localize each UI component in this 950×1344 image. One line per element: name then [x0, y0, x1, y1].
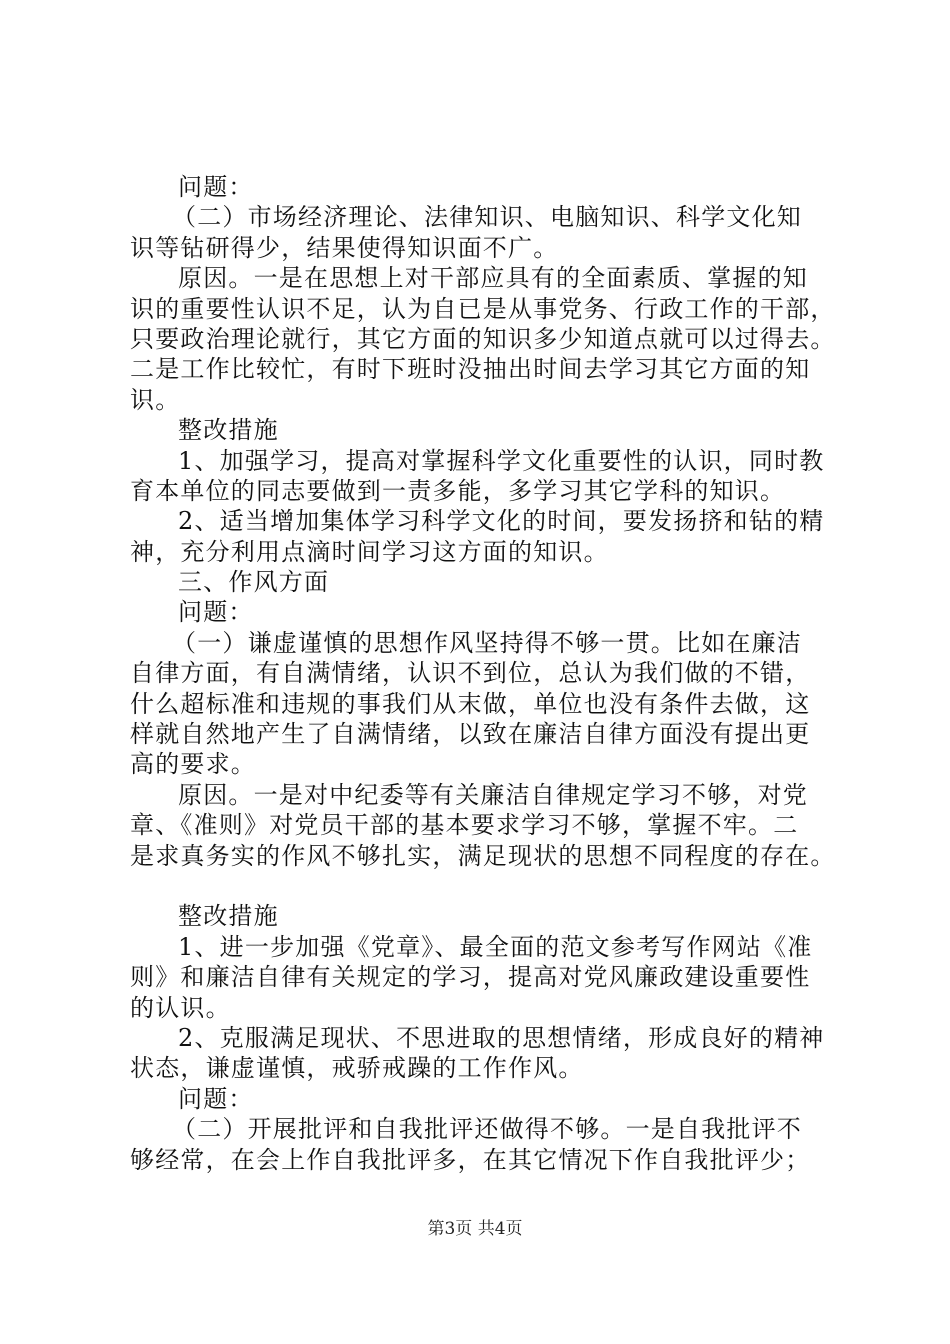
text-line: 则》和廉洁自律有关规定的学习，提高对党风廉政建设重要性: [130, 963, 811, 992]
text-line: 样就自然地产生了自满情绪，以致在廉洁自律方面没有提出更: [130, 720, 811, 749]
text-line: 够经常，在会上作自我批评多，在其它情况下作自我批评少；: [130, 1145, 811, 1174]
text-line: 章、《准则》对党员干部的基本要求学习不够，掌握不牢。二: [130, 811, 799, 840]
text-line: 1、加强学习，提高对掌握科学文化重要性的认识，同时教: [178, 446, 825, 475]
text-line: 只要政治理论就行，其它方面的知识多少知道点就可以过得去。: [130, 324, 836, 353]
text-line: 育本单位的同志要做到一责多能，多学习其它学科的知识。: [130, 476, 786, 505]
text-line: 问题：: [178, 173, 254, 201]
text-line: 神，充分利用点滴时间学习这方面的知识。: [130, 537, 609, 566]
section-heading: 整改措施: [178, 416, 279, 445]
text-line: 1、进一步加强《党章》、最全面的范文参考写作网站《准: [178, 932, 813, 961]
document-body: [130, 172, 842, 1175]
text-line: （一）谦虚谨慎的思想作风坚持得不够一贯。比如在廉洁: [172, 628, 802, 657]
blank-line: [130, 871, 842, 901]
text-line: 2、克服满足现状、不思进取的思想情绪，形成良好的精神: [178, 1023, 825, 1052]
text-line: 状态，谦虚谨慎，戒骄戒躁的工作作风。: [130, 1054, 584, 1083]
text-line: 高的要求。: [130, 750, 256, 779]
text-line: 识。: [130, 385, 181, 414]
text-line: 原因。一是在思想上对干部应具有的全面素质、掌握的知: [178, 264, 808, 293]
text-line: 二是工作比较忙，有时下班时没抽出时间去学习其它方面的知: [130, 355, 811, 384]
text-line: 问题：: [178, 1084, 254, 1113]
text-line: （二）市场经济理论、法律知识、电脑知识、科学文化知: [172, 203, 802, 232]
text-line: 是求真务实的作风不够扎实，满足现状的思想不同程度的存在。: [130, 841, 836, 870]
text-line: 2、适当增加集体学习科学文化的时间，要发扬挤和钻的精: [178, 507, 825, 536]
text-line: 识等钻研得少，结果使得知识面不广。: [130, 233, 559, 262]
section-heading: 整改措施: [178, 902, 279, 931]
text-line: 问题：: [178, 598, 254, 627]
section-heading: 三、作风方面: [178, 568, 330, 597]
text-line: 原因。一是对中纪委等有关廉洁自律规定学习不够，对党: [178, 780, 808, 809]
text-line: 识的重要性认识不足，认为自已是从事党务、行政工作的干部，: [130, 294, 836, 323]
text-line: 的认识。: [130, 993, 231, 1022]
page-footer: 第3页 共4页: [427, 1219, 523, 1239]
text-line: 自律方面，有自满情绪，认识不到位，总认为我们做的不错，: [130, 659, 811, 688]
text-line: 什么超标准和违规的事我们从末做，单位也没有条件去做，这: [130, 689, 811, 718]
text-line: （二）开展批评和自我批评还做得不够。一是自我批评不: [172, 1115, 802, 1144]
